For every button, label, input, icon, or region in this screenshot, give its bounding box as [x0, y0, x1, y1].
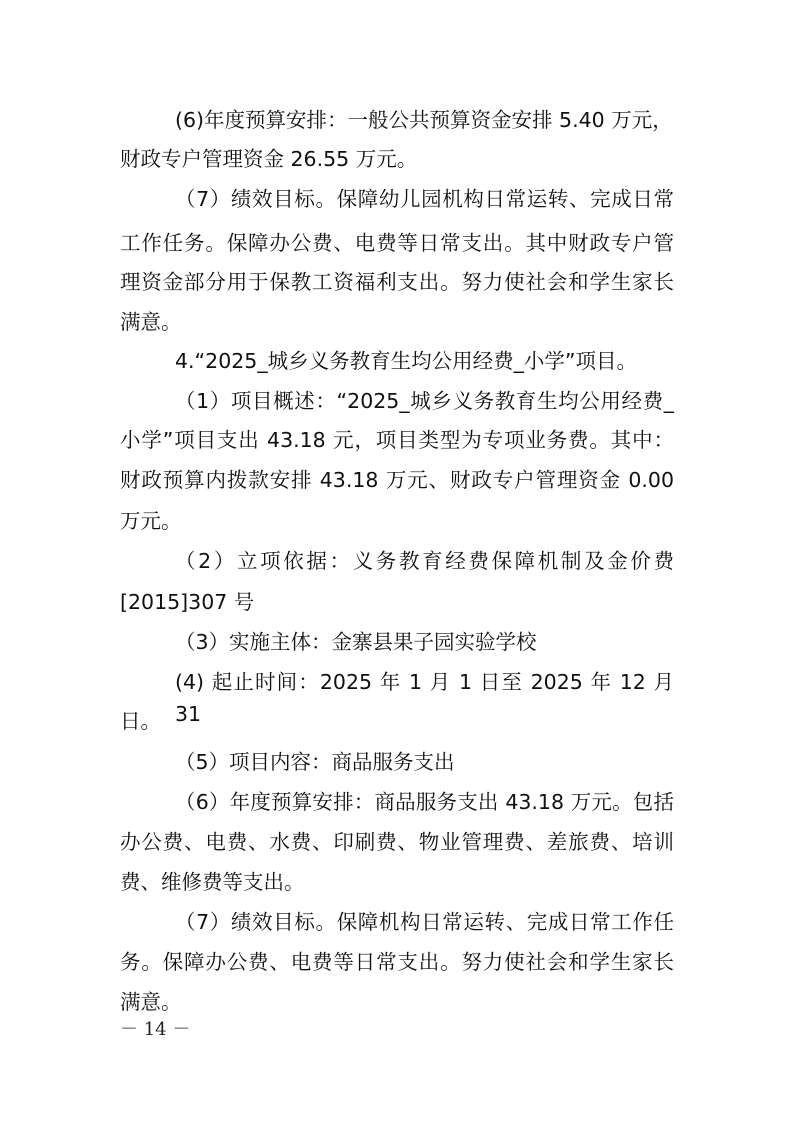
body-line: 财政预算内拨款安排 43.18 万元、财政专户管理资金 0.00 [120, 468, 674, 492]
body-line: （5）项目内容：商品服务支出 [175, 750, 455, 774]
body-line: (4) 起止时间：2025 年 1 月 1 日至 2025 年 12 月 31 [175, 670, 674, 726]
body-line: [2015]307 号 [120, 590, 255, 614]
body-line: (6)年度预算安排：一般公共预算资金安排 5.40 万元， [175, 108, 673, 132]
body-line: （7）绩效目标。保障幼儿园机构日常运转、完成日常 [175, 187, 674, 211]
body-line: （3）实施主体：金寨县果子园实验学校 [175, 630, 537, 654]
body-line: 万元。 [120, 509, 182, 533]
body-line: 务。保障办公费、电费等日常支出。努力使社会和学生家长 [120, 950, 674, 974]
body-line: （1）项目概述：“2025_城乡义务教育生均公用经费_ [175, 389, 674, 413]
body-line: 工作任务。保障办公费、电费等日常支出。其中财政专户管 [120, 231, 674, 255]
section-heading: 4.“2025_城乡义务教育生均公用经费_小学”项目。 [175, 349, 637, 373]
body-line: 小学”项目支出 43.18 元，项目类型为专项业务费。其中： [120, 428, 674, 452]
body-line: （2）立项依据：义务教育经费保障机制及金价费 [175, 549, 674, 573]
body-line: （6）年度预算安排：商品服务支出 43.18 万元。包括 [175, 790, 674, 814]
body-line: 满意。 [120, 990, 182, 1014]
body-line: 满意。 [120, 310, 182, 334]
body-line: 费、维修费等支出。 [120, 870, 305, 894]
body-line: 日。 [120, 709, 161, 733]
body-line: （7）绩效目标。保障机构日常运转、完成日常工作任 [175, 910, 674, 934]
body-line: 理资金部分用于保教工资福利支出。努力使社会和学生家长 [120, 270, 674, 294]
page-number: － 14 － [120, 1019, 191, 1040]
body-line: 办公费、电费、水费、印刷费、物业管理费、差旅费、培训 [120, 830, 674, 854]
body-line: 财政专户管理资金 26.55 万元。 [120, 147, 418, 171]
